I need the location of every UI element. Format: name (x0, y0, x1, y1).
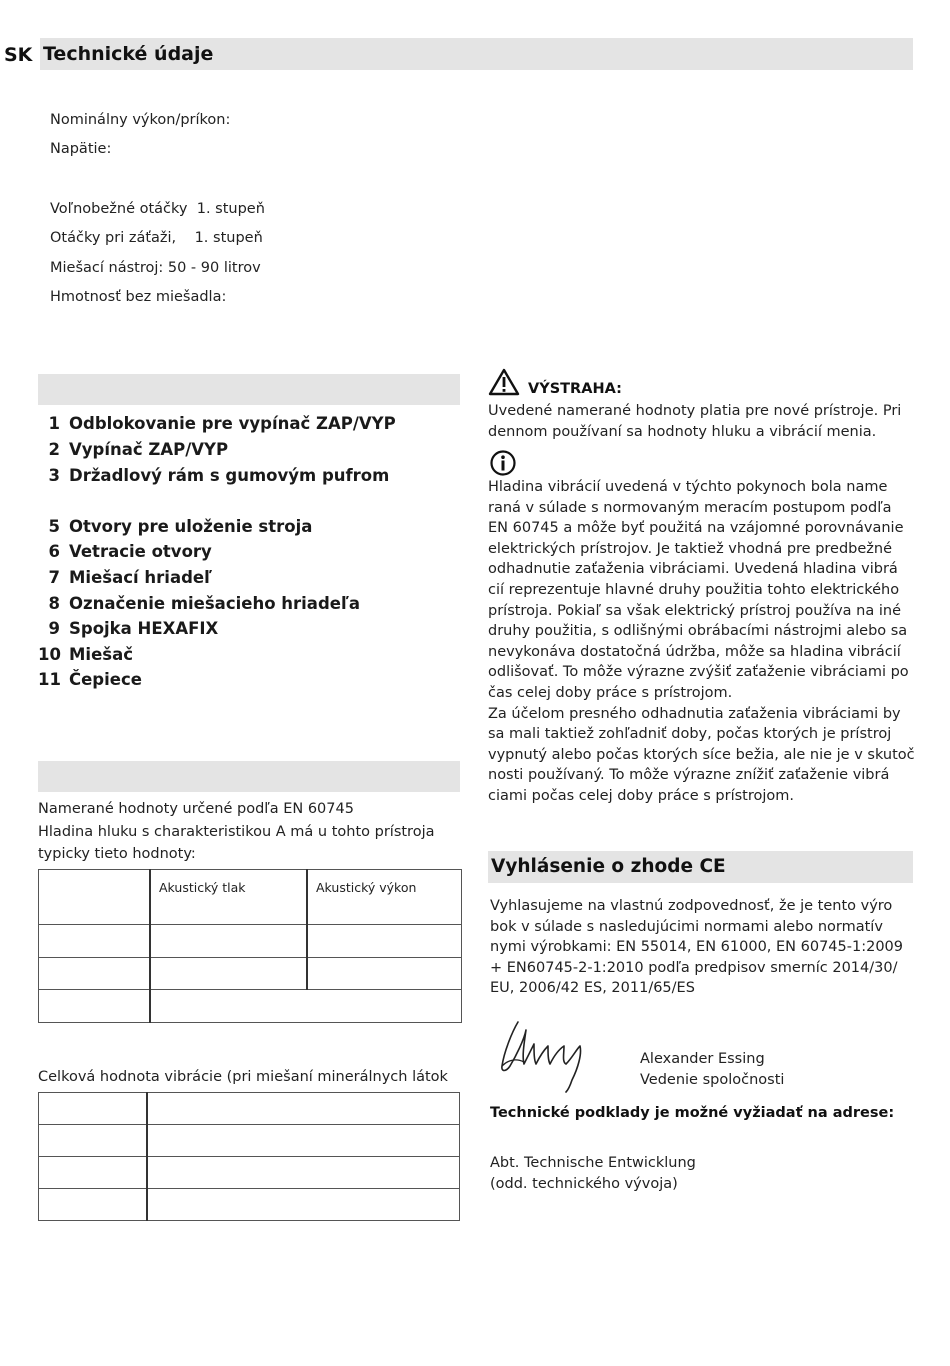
info-line: odhadnutie zaťaženia vibráciami. Uvedená hladina vibrá (488, 561, 898, 578)
table-header-pressure: Akustický tlak (150, 870, 307, 925)
list-item: 11 Čepiece (38, 670, 142, 689)
table-cell (39, 1157, 148, 1189)
list-item: 2 Vypínač ZAP/VYP (48, 440, 229, 459)
info-line: ciami počas celej doby práce s prístrojom. (488, 787, 794, 804)
list-item: 8 Označenie miešacieho hriadeľa (48, 594, 360, 613)
table-cell (147, 1189, 460, 1221)
info-line: EN 60745 a môže byť použitá na vzájomné porovnávanie (488, 520, 904, 537)
info-line: nosti používaný. To môže výrazne znížiť zaťaženie vibrá (488, 767, 890, 784)
info-paragraph (488, 477, 913, 807)
table-cell (39, 958, 151, 990)
signer-name: Alexander Essing (640, 1051, 765, 1067)
warning-text (488, 401, 913, 442)
section-header-parts (38, 374, 460, 405)
table-cell (39, 1093, 148, 1125)
ce-line: nymi výrobkami: EN 55014, EN 61000, EN 60745-1:2009 (490, 939, 904, 956)
section-header-ce (488, 851, 913, 883)
spec-line: Miešací nástroj: 50 - 90 litrov (50, 260, 261, 276)
table-cell (150, 990, 462, 1023)
list-item: 3 Držadlový rám s gumovým pufrom (48, 466, 390, 485)
vibration-table (38, 1092, 460, 1221)
spec-line: Hmotnosť bez miešadla: (50, 289, 227, 305)
info-line: druhy použitia, s odlišnými obrábacími nástrojmi alebo sa (488, 623, 908, 640)
table-cell (307, 958, 462, 990)
ce-line: EU, 2006/42 ES, 2011/65/ES (490, 980, 695, 997)
info-line: cií reprezentuje hlavné druhy použitia tohto elektrického (488, 581, 900, 598)
list-item: 7 Miešací hriadeľ (48, 568, 212, 587)
info-line: raná v súlade s normovaným meracím postupom podľa (488, 499, 892, 516)
table-cell (150, 958, 307, 990)
vibration-intro: Celková hodnota vibrácie (pri miešaní minerálnych látok (38, 1069, 448, 1085)
list-item: 1 Odblokovanie pre vypínač ZAP/VYP (48, 414, 396, 433)
ce-line: bok v súlade s nasledujúcimi normami alebo normatív (490, 918, 883, 935)
info-line: odlišovať. To môže výrazne zvýšiť zaťaženie vibráciami po (488, 664, 909, 681)
spec-line: Napätie: (50, 141, 112, 157)
section-header-technical (40, 38, 913, 70)
language-code: SK (4, 44, 33, 66)
warning-title: VÝSTRAHA: (528, 381, 622, 397)
table-header-power: Akustický výkon (307, 870, 462, 925)
signer-role: Vedenie spoločnosti (640, 1072, 785, 1088)
table-cell (39, 990, 151, 1023)
signer-block (640, 1049, 784, 1091)
list-item: 10 Miešač (38, 645, 134, 664)
ce-title: Vyhlásenie o zhode CE (491, 856, 726, 877)
ce-line: Vyhlasujeme na vlastnú zodpovednosť, že je tento výro (490, 898, 893, 914)
address-line: (odd. technického vývoja) (490, 1176, 678, 1192)
table-cell (39, 1125, 148, 1157)
table-cell (39, 870, 151, 925)
ce-line: + EN60745-2-1:2010 podľa predpisov smerníc 2014/30/ (490, 959, 898, 976)
list-item: 5 Otvory pre uloženie stroja (48, 517, 313, 536)
info-line: vypnutý alebo počas ktorých síce bežia, ale nie je v skutoč (488, 746, 915, 763)
table-cell (39, 1189, 148, 1221)
table-cell (150, 925, 307, 958)
signature (494, 1010, 594, 1100)
table-cell (147, 1093, 460, 1125)
table-cell (147, 1125, 460, 1157)
info-line: elektrických prístrojov. Je taktiež vhodná pre predbežné (488, 540, 893, 557)
noise-line: typicky tieto hodnoty: (38, 846, 196, 862)
section-title: Technické údaje (43, 43, 214, 65)
info-line: čas celej doby práce s prístrojom. (488, 684, 733, 701)
spec-line: Nominálny výkon/príkon: (50, 112, 231, 128)
spec-line: Otáčky pri záťaži, 1. stupeň (50, 230, 263, 246)
table-cell (39, 925, 151, 958)
noise-table (38, 869, 462, 1023)
spec-line: Voľnobežné otáčky 1. stupeň (50, 201, 265, 217)
section-header-noise (38, 761, 460, 792)
table-cell (307, 925, 462, 958)
address-block (490, 1153, 696, 1195)
info-line: prístroja. Pokiaľ sa však elektrický prístroj používa na iné (488, 602, 901, 619)
warning-line: dennom používaní sa hodnoty hluku a vibrácií menia. (488, 423, 877, 440)
info-line: sa mali taktiež zohľadniť doby, počas ktorých je prístroj (488, 726, 892, 743)
docs-heading: Technické podklady je možné vyžiadať na adrese: (490, 1105, 895, 1121)
warning-line: Uvedené namerané hodnoty platia pre nové prístroje. Pri (488, 403, 902, 419)
noise-line: Hladina hluku s charakteristikou A má u tohto prístroja (38, 823, 435, 840)
info-line: Hladina vibrácií uvedená v týchto pokynoch bola name (488, 479, 888, 495)
info-line: Za účelom presného odhadnutia zaťaženia vibráciami by (488, 705, 901, 722)
noise-line: Namerané hodnoty určené podľa EN 60745 (38, 801, 354, 817)
info-line: nevykonáva dostatočná údržba, môže sa hladina vibrácií (488, 643, 901, 660)
ce-declaration (490, 896, 913, 999)
noise-text (38, 798, 468, 866)
table-cell (147, 1157, 460, 1189)
list-item: 6 Vetracie otvory (48, 542, 212, 561)
warning-icon (488, 368, 520, 400)
list-item: 9 Spojka HEXAFIX (48, 619, 219, 638)
address-line: Abt. Technische Entwicklung (490, 1155, 696, 1171)
